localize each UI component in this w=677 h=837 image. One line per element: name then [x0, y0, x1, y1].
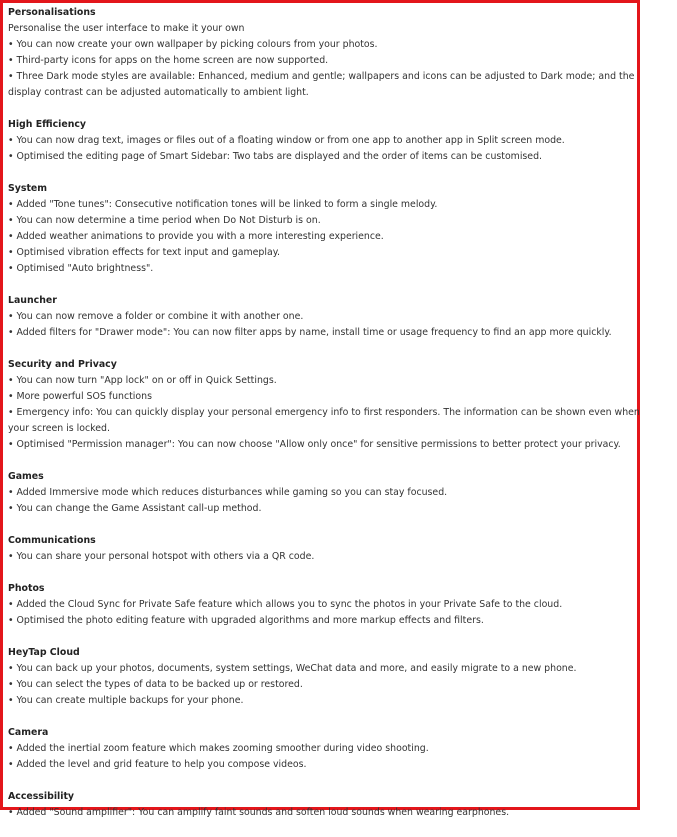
- section-heytap-cloud: [8, 645, 677, 709]
- section-camera: [8, 725, 677, 773]
- bullet-item: • Optimised "Permission manager": You can now choose "Allow only once" for sensitive permissions to better protect your privacy.: [8, 439, 621, 450]
- bullet-item: • More powerful SOS functions: [8, 391, 152, 402]
- bullet-item: • You can back up your photos, documents, system settings, WeChat data and more, and easily migrate to a new phone.: [8, 663, 577, 674]
- section-photos: [8, 581, 677, 629]
- bullet-item: • You can now determine a time period when Do Not Disturb is on.: [8, 215, 321, 226]
- section-communications: [8, 533, 677, 565]
- bullet-item: • Added the Cloud Sync for Private Safe feature which allows you to sync the photos in your Private Safe to the cloud.: [8, 599, 563, 610]
- bullet-item: • Added "Sound amplifier": You can amplify faint sounds and soften loud sounds when wearing earphones.: [8, 807, 510, 818]
- section-intro-text: Personalise the user interface to make it your own: [8, 23, 245, 34]
- bullet-item: • You can now drag text, images or files out of a floating window or from one app to another app in Split screen mode.: [8, 135, 565, 146]
- section-launcher: [8, 293, 677, 341]
- section-heading: HeyTap Cloud: [8, 647, 80, 658]
- bullet-item: • Added Immersive mode which reduces disturbances while gaming so you can stay focused.: [8, 487, 448, 498]
- section-system: [8, 181, 677, 277]
- section-security-and-privacy: [8, 357, 677, 453]
- section-heading: Photos: [8, 583, 45, 594]
- section-heading: Personalisations: [8, 7, 96, 18]
- section-high-efficiency: [8, 117, 677, 165]
- bullet-item: • Optimised the photo editing feature with upgraded algorithms and more markup effects and filters.: [8, 615, 484, 626]
- bullet-item: • You can select the types of data to be backed up or restored.: [8, 679, 303, 690]
- section-heading: Communications: [8, 535, 96, 546]
- bullet-item: • Added the level and grid feature to help you compose videos.: [8, 759, 307, 770]
- bullet-item: • You can now create your own wallpaper by picking colours from your photos.: [8, 39, 378, 50]
- bullet-item: • You can create multiple backups for your phone.: [8, 695, 244, 706]
- release-notes: [8, 5, 677, 837]
- section-heading: High Efficiency: [8, 119, 87, 130]
- section-accessibility: [8, 789, 677, 821]
- bullet-item: • Added filters for "Drawer mode": You can now filter apps by name, install time or usage frequency to find an app more quickly.: [8, 327, 612, 338]
- bullet-item: • You can now remove a folder or combine it with another one.: [8, 311, 304, 322]
- bullet-item: • Added weather animations to provide you with a more interesting experience.: [8, 231, 384, 242]
- bullet-item: • You can change the Game Assistant call-up method.: [8, 503, 262, 514]
- section-heading: Camera: [8, 727, 49, 738]
- section-heading: System: [8, 183, 48, 194]
- bullet-item: • Added the inertial zoom feature which makes zooming smoother during video shooting.: [8, 743, 429, 754]
- bullet-item: • You can now turn "App lock" on or off in Quick Settings.: [8, 375, 277, 386]
- bullet-item: • Third-party icons for apps on the home screen are now supported.: [8, 55, 329, 66]
- section-games: [8, 469, 677, 517]
- bullet-item: • Three Dark mode styles are available: Enhanced, medium and gentle; wallpapers and icons can be adjusted to Dark mode; and the display contrast can be adjusted automatically to ambient light.: [8, 71, 635, 98]
- section-personalisations: [8, 5, 677, 101]
- bullet-item: • Added "Tone tunes": Consecutive notification tones will be linked to form a single melody.: [8, 199, 438, 210]
- bullet-item: • Emergency info: You can quickly display your personal emergency info to first responders. The information can be shown even when your screen is locked.: [8, 407, 640, 434]
- section-heading: Accessibility: [8, 791, 75, 802]
- bullet-item: • You can share your personal hotspot with others via a QR code.: [8, 551, 315, 562]
- section-heading: Security and Privacy: [8, 359, 117, 370]
- section-heading: Games: [8, 471, 44, 482]
- bullet-item: • Optimised the editing page of Smart Sidebar: Two tabs are displayed and the order of items can be customised.: [8, 151, 543, 162]
- section-heading: Launcher: [8, 295, 57, 306]
- bullet-item: • Optimised vibration effects for text input and gameplay.: [8, 247, 280, 258]
- bullet-item: • Optimised "Auto brightness".: [8, 263, 154, 274]
